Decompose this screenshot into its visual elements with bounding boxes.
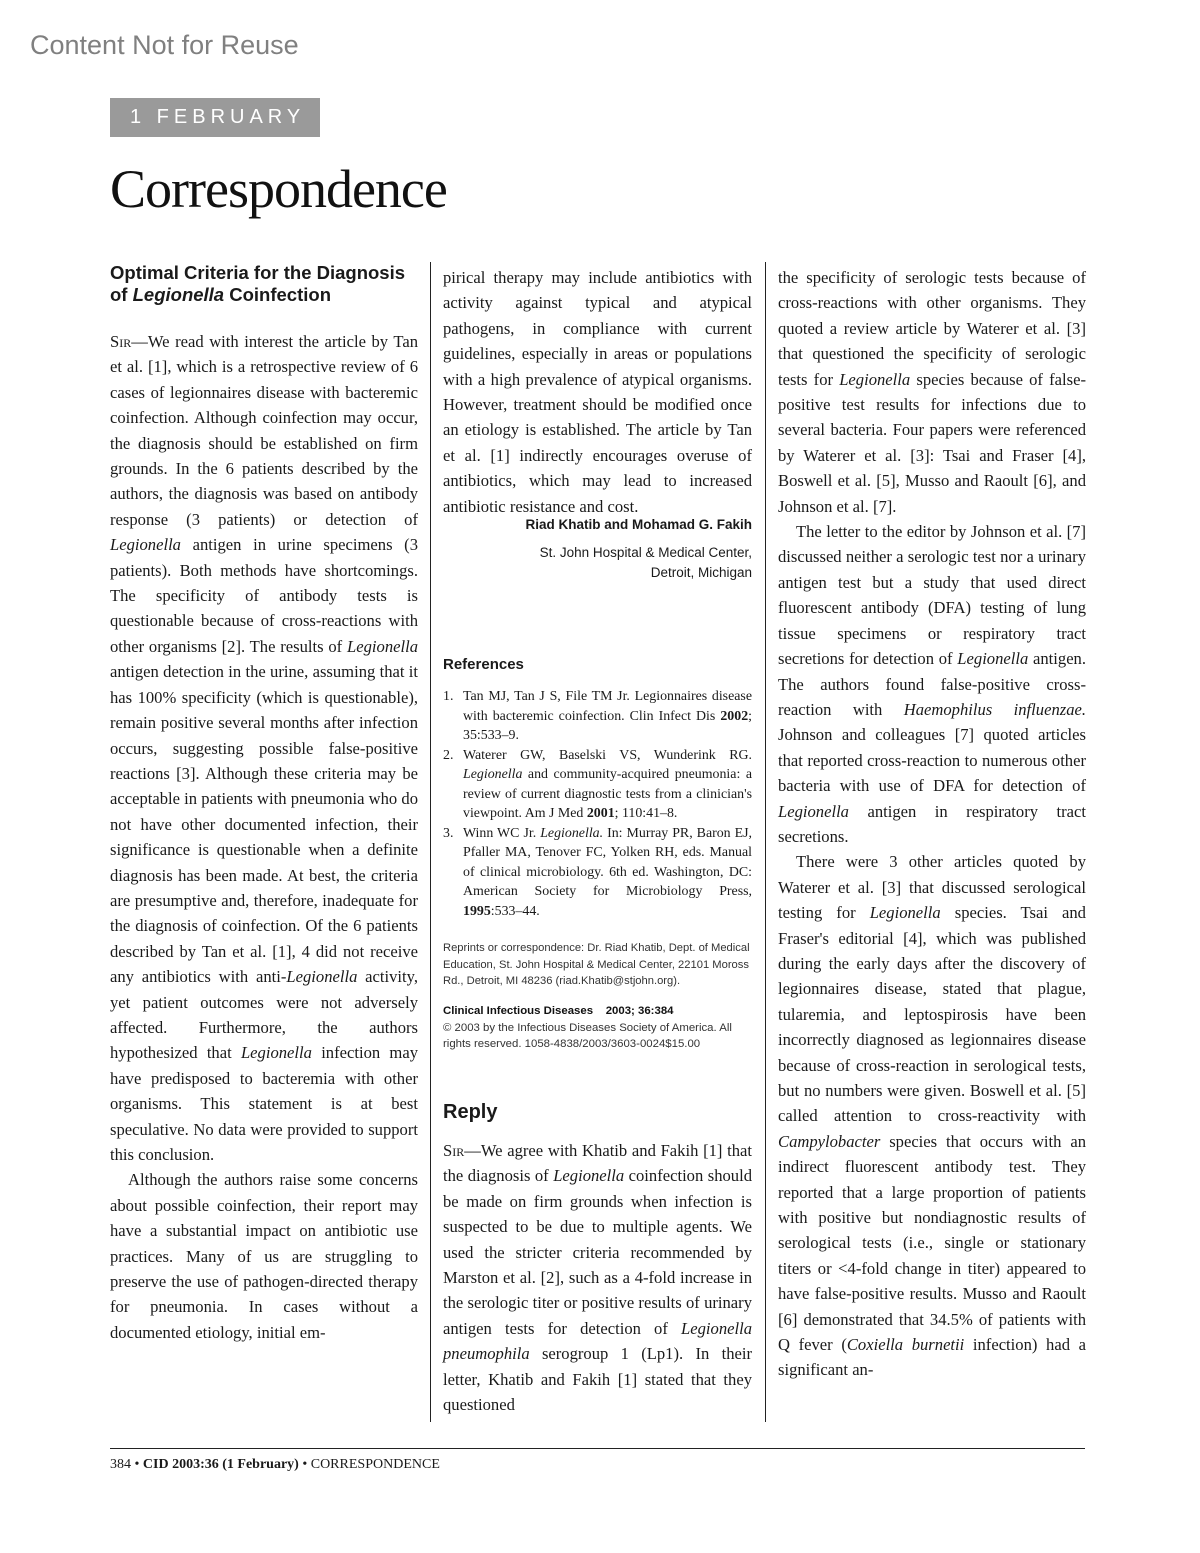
- italic-term: Legionella: [463, 767, 523, 782]
- body-paragraph: Sir—We read with interest the article by Tan et al. [1], which is a retrospective review of 6 cases of legionnaires disease with bacteremic coinfection. Although coinfection may occur, the diagnosis should be established on firm grounds. In the 6 patients described by the authors, the diagnosis was based on antibody response (3 patients) or detection of Legionella antigen in urine specimens (3 patients). Both methods have shortcomings. The specificity of antibody tests is questionable because of cross-reactions with other organisms [2]. The results of Legionella antigen detection in the urine, assuming that it has 100% specificity (which is questionable), remain positive several months after infection occurs, suggesting possible false-positive reactions [3]. Although these criteria may be acceptable in patients with pneumonia who do not have other documented infection, their significance is questionable when a definite diagnosis has been made. At best, the criteria are presumptive and, therefore, inadequate for the diagnosis of coinfection. Of the 6 patients described by Tan et al. [1], 4 did not receive any antibiotics with anti-Legionella activity, yet patient outcomes were not adversely affected. Furthermore, the authors hypothesized that Legionella infection may have predisposed to bacteremia with other organisms. This statement is at best speculative. No data were provided to support this conclusion.: [110, 332, 419, 1164]
- reply-heading: Reply: [443, 1101, 498, 1123]
- italic-term: Legionella: [957, 649, 1029, 669]
- footer-rule: [110, 1448, 1085, 1449]
- copyright: © 2003 by the Infectious Diseases Society of America. All rights reserved. 1058-4838/2003/3603-0024$15.00: [443, 1021, 732, 1050]
- references-list: [443, 687, 752, 921]
- body-paragraph: The letter to the editor by Johnson et al. [7] discussed neither a serologic test nor a urinary antigen test but a study that used direct fluorescent antibody (DFA) testing of lung tissue specimens or respiratory tract secretions for detection of Legionella antigen. The authors found false-positive cross-reaction with Haemophilus influenzae. Johnson and colleagues [7] quoted articles that reported cross-reaction to numerous other bacteria with use of DFA for detection of Legionella antigen in respiratory tract secretions.: [778, 522, 1087, 846]
- reference-number: 1.: [443, 689, 454, 704]
- reference-text: Tan MJ, Tan J S, File TM Jr. Legionnaires disease with bacteremic coinfection. Clin Infect Dis 2002; 35:533–9.: [463, 689, 752, 743]
- italic-term: Legionella: [839, 369, 911, 389]
- article-heading: Optimal Criteria for the Diagnosis of Legionella Coinfection: [110, 262, 406, 305]
- italic-term: Legionella.: [540, 825, 604, 841]
- section-name: CORRESPONDENCE: [310, 1457, 440, 1472]
- small-caps-salutation: Sir: [443, 1141, 465, 1160]
- page-title: Correspondence: [110, 159, 447, 219]
- reference-item: [443, 746, 752, 824]
- journal-name: Clinical Infectious Diseases: [443, 1005, 594, 1017]
- italic-term: Campylobacter: [778, 1131, 881, 1151]
- italic-term: Legionella: [286, 967, 358, 987]
- reprints-note: Reprints or correspondence: Dr. Riad Khatib, Dept. of Medical Education, St. John Hospital & Medical Center, 22101 Moross Rd., Detroit, MI 48236 (riad.Khatib@stjohn.org).: [443, 942, 750, 987]
- watermark: Content Not for Reuse: [30, 30, 299, 60]
- journal-citation: 2003; 36:384: [605, 1005, 674, 1017]
- body-paragraph: There were 3 other articles quoted by Waterer et al. [3] that discussed serological testing for Legionella species. Tsai and Fraser's editorial [4], which was published during the early days after the discovery of legionnaires disease, stated that plague, tularemia, and leptospirosis have been incorrectly diagnosed as legionnaires disease because of cross-reaction in serological tests, but no numbers were given. Boswell et al. [5] called attention to cross-reactivity with Campylobacter species that occurs with an indirect fluorescent antibody test. They reported that a large proportion of patients with positive but nondiagnostic results of serological tests (i.e., single or stationary titers or <4-fold change in titer) appeared to have false-positive results. Musso and Raoult [6] demonstrated that 34.5% of patients with Q fever (Coxiella burnetii infection) had a significant an-: [778, 852, 1086, 1380]
- small-caps-salutation: Sir: [110, 332, 132, 351]
- reply-column-2: [443, 1138, 752, 1417]
- page-number: 384: [110, 1457, 131, 1472]
- italic-term: Legionella: [778, 801, 849, 821]
- body-paragraph: Sir—We agree with Khatib and Fakih [1] that the diagnosis of Legionella coinfection should be made on firm grounds when infection is suspected to be due to multiple agents. We used the stricter criteria recommended by Marston et al. [2], such as a 4-fold increase in the serologic titer or positive results of urinary antigen tests for detection of Legionella pneumophila serogroup 1 (Lp1). In their letter, Khatib and Fakih [1] stated that they questioned: [443, 1141, 752, 1415]
- italic-term: Legionella: [347, 636, 418, 656]
- reference-text: Winn WC Jr. Legionella. In: Murray PR, Baron EJ, Pfaller MA, Tenover FC, Yolken RH, eds. Manual of clinical microbiology. 6th ed. Washington, DC: American Society for Microbiology Press, 1995:533–44.: [463, 825, 752, 919]
- column-2-text: [443, 265, 752, 519]
- italic-term: Legionella: [869, 903, 941, 923]
- signature-authors: Riad Khatib and Mohamad G. Fakih: [525, 517, 752, 532]
- reference-text: Waterer GW, Baselski VS, Wunderink RG. Legionella and community-acquired pneumonia: a review of current diagnostic tests from a clinician's viewpoint. Am J Med 2001; 110:41–8.: [463, 747, 752, 821]
- signature-block: [443, 515, 752, 583]
- italic-term: Haemophilus influenzae.: [903, 699, 1087, 719]
- separator: •: [302, 1457, 308, 1472]
- references-heading: References: [443, 656, 524, 673]
- reference-item: [443, 824, 752, 922]
- column-1: [110, 262, 418, 1345]
- page-footer: [110, 1457, 440, 1473]
- bold-year: 1995: [463, 903, 491, 919]
- reference-number: 3.: [443, 825, 454, 841]
- italic-term: Coxiella burnetii: [846, 1335, 965, 1355]
- reference-item: [443, 687, 752, 746]
- body-paragraph: the specificity of serologic tests because of cross-reactions with other organisms. They quoted a review article by Waterer et al. [3] that questioned the specificity of serologic tests for Legionella species because of false-positive test results for infections due to several bacteria. Four papers were referenced by Waterer et al. [3]: Tsai and Fraser [4], Boswell et al. [5], Musso and Raoult [6], and Johnson et al. [7].: [778, 268, 1086, 516]
- italic-term: Legionella: [553, 1166, 625, 1186]
- separator: •: [134, 1457, 140, 1472]
- body-paragraph: pirical therapy may include antibiotics with activity against typical and atypical pathogens, in compliance with current guidelines, especially in areas or populations with a high prevalence of atypical organisms. However, treatment should be modified once an etiology is established. The article by Tan et al. [1] indirectly encourages overuse of antibiotics, which may lead to increased antibiotic resistance and cost.: [443, 268, 752, 516]
- column-divider: [430, 262, 431, 1422]
- italic-term: Legionella: [110, 535, 181, 555]
- reference-number: 2.: [443, 747, 454, 763]
- italic-term: Legionella pneumophila: [443, 1318, 752, 1364]
- issue-date-banner: 1 FEBRUARY: [110, 98, 320, 137]
- body-paragraph: Although the authors raise some concerns about possible coinfection, their report may have a substantial impact on antibiotic use practices. Many of us are struggling to preserve the use of pathogen-directed therapy for pneumonia. In cases without a documented etiology, initial em-: [110, 1170, 418, 1342]
- column-3: [778, 265, 1086, 1383]
- bold-year: 2002: [720, 708, 749, 724]
- signature-affiliation: St. John Hospital & Medical Center,: [539, 545, 752, 560]
- journal-cite: CID 2003:36 (1 February): [142, 1457, 299, 1472]
- signature-location: Detroit, Michigan: [650, 565, 752, 580]
- italic-term: Legionella: [132, 283, 225, 305]
- bold-year: 2001: [586, 806, 615, 821]
- journal-info: [443, 1003, 752, 1053]
- column-divider: [765, 262, 766, 1422]
- italic-term: Legionella: [240, 1043, 312, 1063]
